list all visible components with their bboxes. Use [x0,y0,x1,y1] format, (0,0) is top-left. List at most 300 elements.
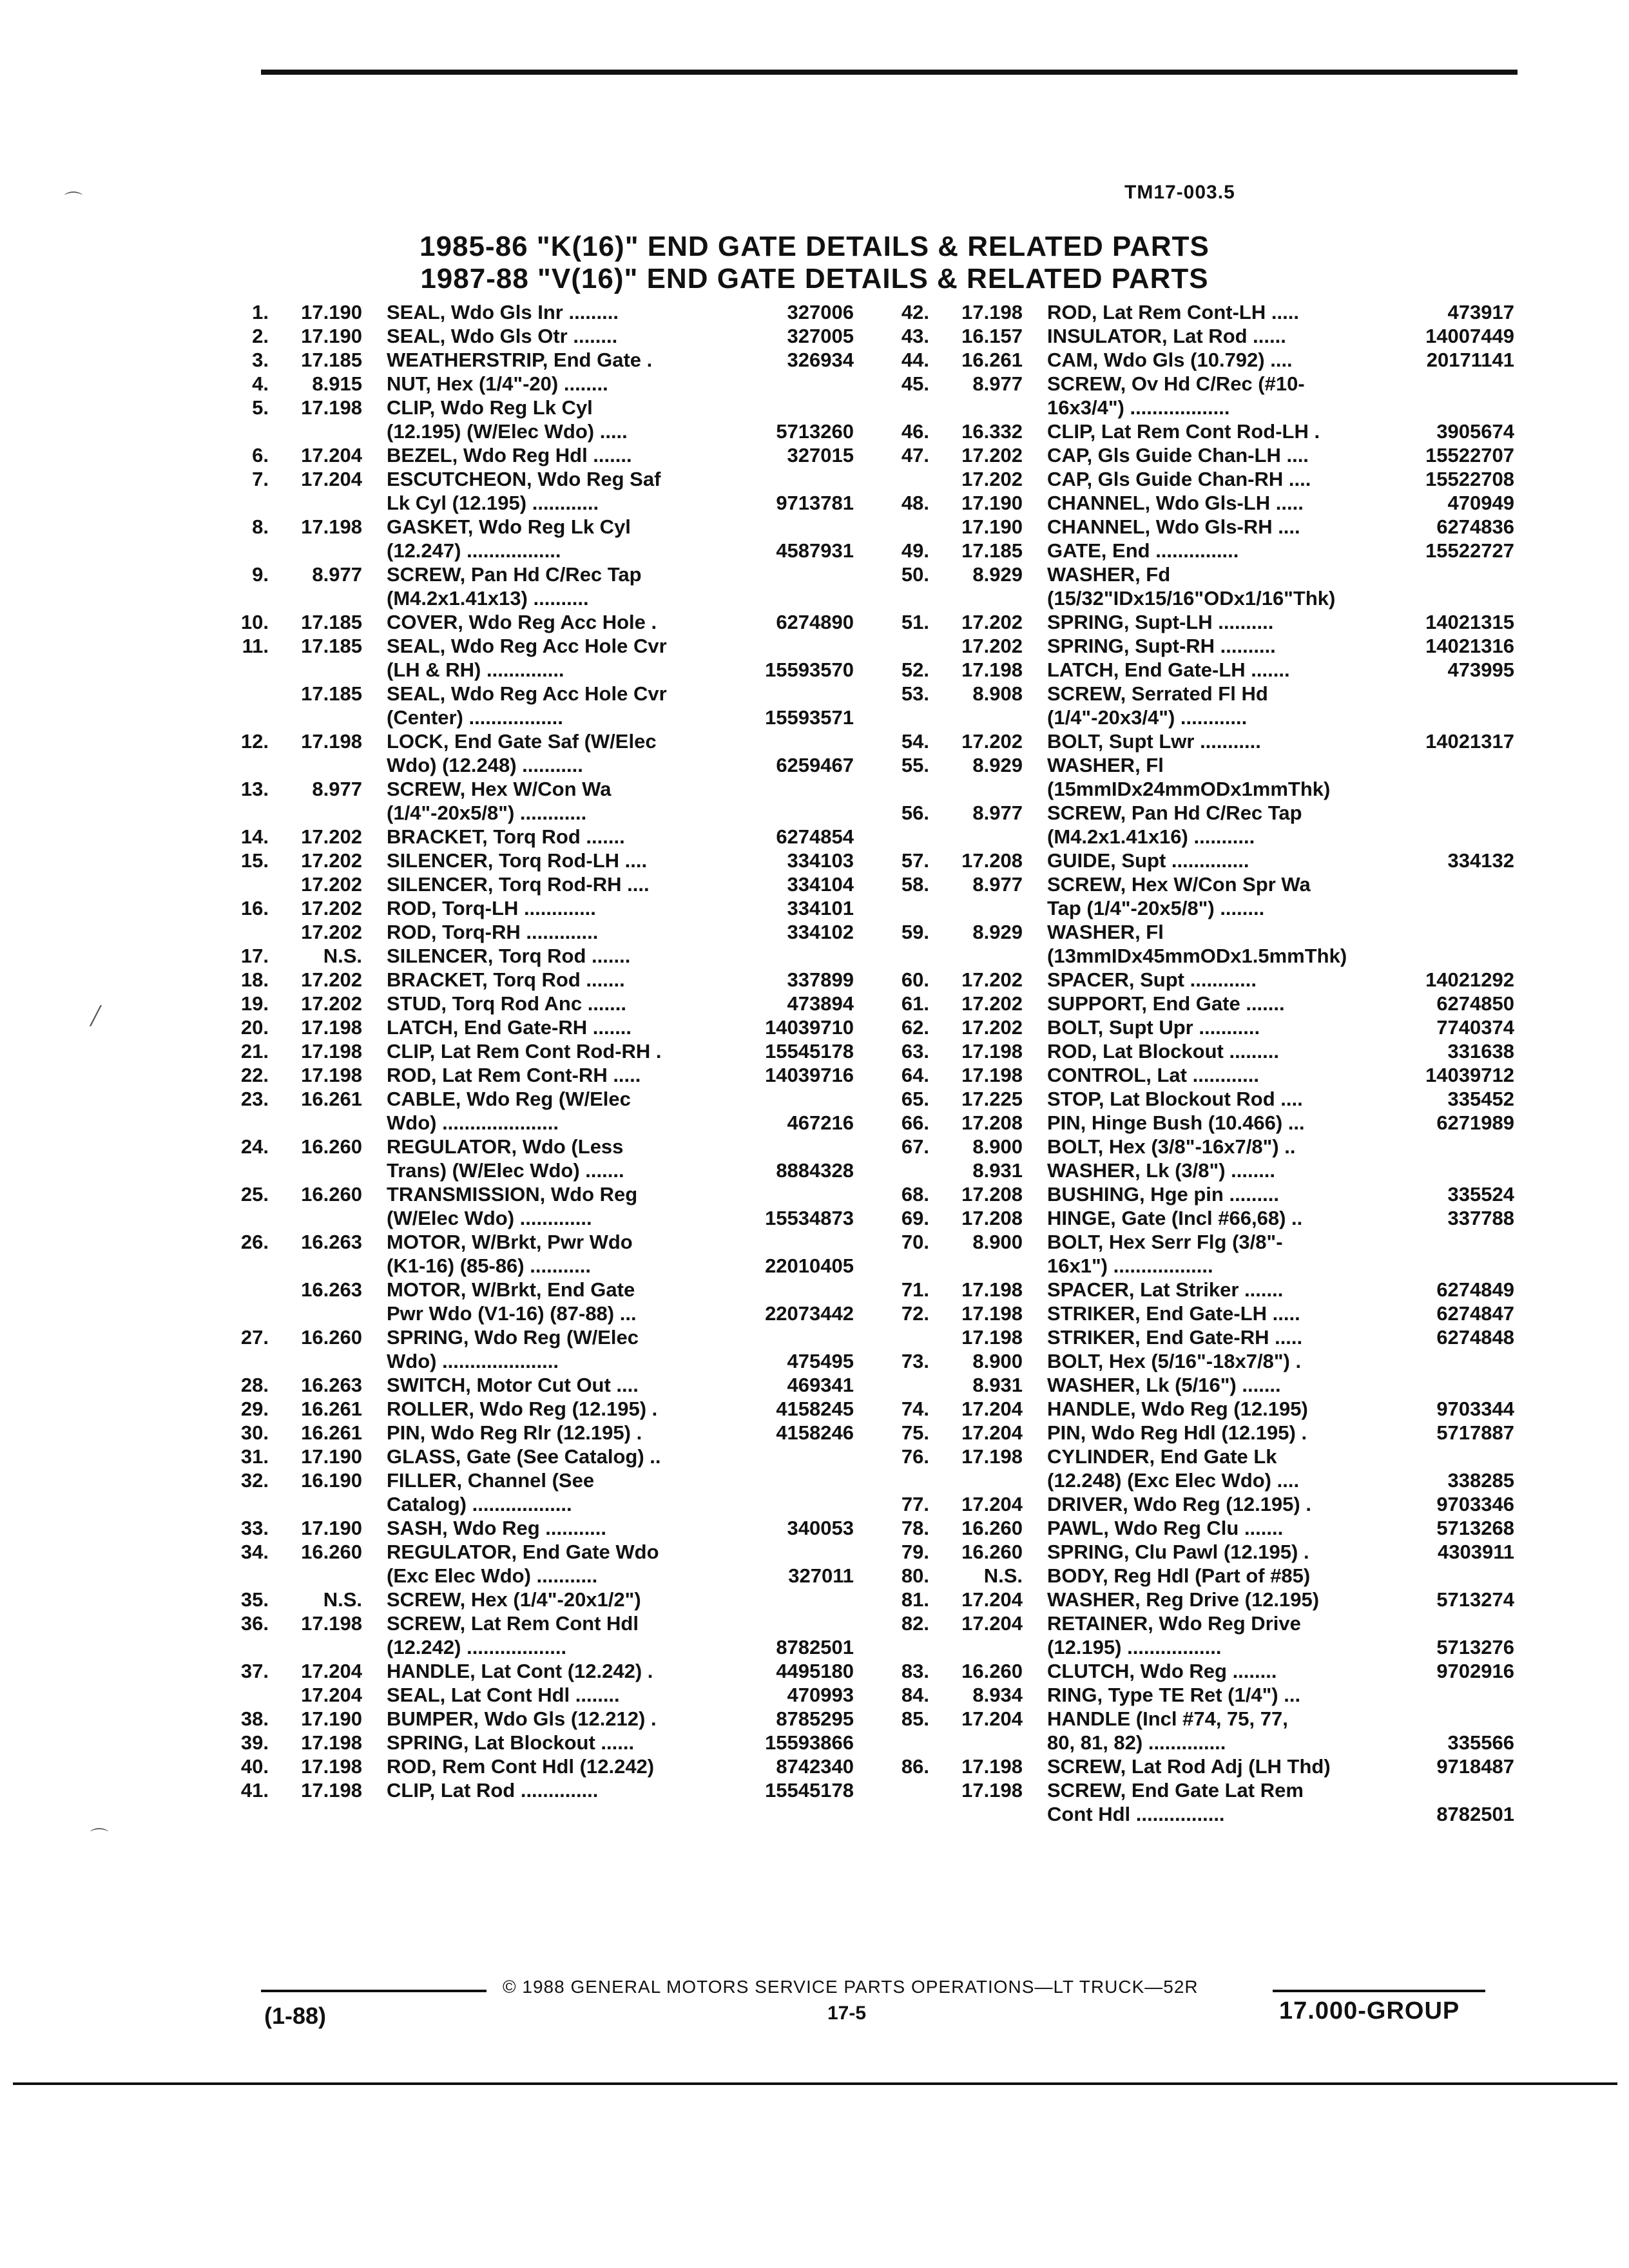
part-number: 475495 [787,1350,854,1372]
part-description: SCREW, Hex W/Con Wa [387,778,612,800]
part-number: 469341 [787,1374,854,1396]
part-row [229,1182,854,1206]
item-number: 40. [240,1755,269,1778]
group-number [269,1206,362,1230]
item-number: 47. [901,444,929,466]
part-row [889,1373,1514,1397]
item-number [229,706,269,729]
item-number: 77. [901,1493,929,1515]
part-row [889,968,1514,992]
item-number: 36. [240,1612,269,1635]
item-number: 51. [901,611,929,633]
item-number: 53. [901,682,929,705]
part-description: (12.248) (Exc Elec Wdo) .... [1047,1469,1300,1492]
group-number: 8.977 [972,873,1023,896]
item-number: 67. [901,1135,929,1158]
part-description: BOLT, Hex (5/16"-18x7/8") . [1047,1350,1302,1372]
part-row [889,610,1514,634]
group-number: 17.185 [301,682,362,705]
item-number [229,682,269,706]
part-description: SEAL, Wdo Gls Inr ......... [387,301,619,323]
part-description: SCREW, Lat Rem Cont Hdl [387,1612,639,1635]
part-description: PIN, Hinge Bush (10.466) ... [1047,1111,1305,1134]
part-row [229,1588,854,1611]
item-number: 27. [240,1326,269,1349]
part-row [889,348,1514,372]
part-number: 327005 [787,325,854,347]
group-number: 17.202 [961,968,1023,991]
item-number [229,1564,269,1588]
group-number [269,1302,362,1325]
part-number: 22010405 [765,1254,854,1277]
item-number [889,1468,929,1492]
item-number: 84. [901,1684,929,1706]
item-number: 63. [901,1040,929,1062]
part-number: 22073442 [765,1302,854,1325]
item-number [889,706,929,729]
part-description: HINGE, Gate (Incl #66,68) .. [1047,1207,1303,1229]
part-number: 338285 [1447,1469,1514,1492]
group-number [269,491,362,515]
part-description: (Center) ................. [387,706,563,729]
item-number: 23. [240,1088,269,1110]
group-number: 16.332 [961,420,1023,443]
item-number: 28. [240,1374,269,1396]
item-number [889,1254,929,1278]
part-row [229,872,854,896]
item-number: 78. [901,1517,929,1539]
part-description: SILENCER, Torq Rod ....... [387,945,631,967]
part-row [229,1158,854,1182]
document-number: TM17-003.5 [1124,182,1235,203]
part-row [889,1325,1514,1349]
item-number [889,396,929,419]
group-number: 8.977 [972,372,1023,395]
group-number: 17.198 [301,1612,362,1635]
part-description: ROD, Lat Blockout ......... [1047,1040,1279,1062]
part-row [229,1683,854,1707]
item-number [889,1635,929,1659]
group-number: 17.204 [301,1684,362,1706]
group-number [929,1731,1023,1754]
part-number: 327011 [788,1564,854,1587]
part-row [889,1135,1514,1158]
item-number: 38. [240,1707,269,1730]
group-number: 17.202 [301,968,362,991]
part-description: REGULATOR, Wdo (Less [387,1135,624,1158]
part-number: 15522708 [1425,468,1514,490]
group-number: 17.185 [301,349,362,371]
group-number: 16.261 [301,1421,362,1444]
part-number: 15593571 [765,706,854,729]
parts-list-left-column [229,300,854,1802]
part-number: 335566 [1447,1731,1514,1754]
part-description: SCREW, Lat Rod Adj (LH Thd) [1047,1755,1331,1778]
group-number: 17.202 [961,468,1023,490]
part-row [889,1206,1514,1230]
part-row [889,682,1514,706]
item-number [889,467,929,491]
group-number: 17.202 [961,635,1023,657]
item-number: 85. [901,1707,929,1730]
part-number: 14039712 [1425,1064,1514,1086]
group-number: 8.908 [972,682,1023,705]
group-number: 17.204 [961,1588,1023,1611]
item-number [229,1302,269,1325]
part-row [889,1754,1514,1778]
part-row [229,1754,854,1778]
item-number [889,1325,929,1349]
part-description: CONTROL, Lat ............ [1047,1064,1259,1086]
part-row [889,1516,1514,1540]
item-number: 44. [901,349,929,371]
group-number: 17.198 [961,301,1023,323]
part-number: 5717887 [1436,1421,1514,1444]
item-number [229,1492,269,1516]
group-number [929,706,1023,729]
part-row [229,348,854,372]
part-description: BRACKET, Torq Rod ....... [387,968,625,991]
group-number: 8.977 [312,778,362,800]
part-number: 15545178 [765,1040,854,1062]
part-number: 6274849 [1436,1278,1514,1301]
part-number: 20171141 [1426,349,1514,371]
part-row [229,1254,854,1278]
part-description: REGULATOR, End Gate Wdo [387,1541,659,1563]
part-row [889,753,1514,777]
part-number: 335452 [1447,1088,1514,1110]
group-number: 16.263 [301,1231,362,1253]
group-number: 16.260 [961,1660,1023,1682]
group-number: 17.185 [301,611,362,633]
part-row [229,1349,854,1373]
group-number: 17.202 [301,897,362,919]
part-row [889,1111,1514,1135]
group-number: 17.198 [961,1040,1023,1062]
item-number: 12. [240,730,269,753]
part-row [229,419,854,443]
group-number: 17.204 [301,1660,362,1682]
part-description: GUIDE, Supt .............. [1047,849,1249,872]
group-number [269,1254,362,1278]
group-number [269,539,362,562]
part-description: MOTOR, W/Brkt, Pwr Wdo [387,1231,633,1253]
part-description: (12.242) .................. [387,1636,567,1658]
item-number [889,1731,929,1754]
item-number [889,896,929,920]
group-number: 17.190 [301,1707,362,1730]
part-description: TRANSMISSION, Wdo Reg [387,1183,638,1206]
part-description: Wdo) ..................... [387,1350,559,1372]
item-number: 7. [252,468,269,490]
part-row [229,729,854,753]
item-number: 69. [901,1207,929,1229]
part-number: 473894 [787,992,854,1015]
part-number: 8884328 [776,1159,854,1182]
part-description: SPACER, Lat Striker ....... [1047,1278,1284,1301]
item-number: 71. [901,1278,929,1301]
part-number: 470993 [787,1684,854,1706]
part-description: (13mmIDx45mmODx1.5mmThk) [1047,945,1347,967]
part-row [889,1468,1514,1492]
part-row [229,920,854,944]
part-row [229,1516,854,1540]
part-row [229,324,854,348]
part-row [889,1158,1514,1182]
part-description: ROD, Torq-RH ............. [387,921,599,943]
group-number: 17.202 [961,730,1023,753]
group-number [929,396,1023,419]
part-description: Trans) (W/Elec Wdo) ....... [387,1159,624,1182]
part-row [229,1731,854,1754]
part-description: (K1-16) (85-86) ........... [387,1254,591,1277]
page-title-line-2: 1987-88 "V(16)" END GATE DETAILS & RELATED PARTS [420,263,1209,294]
group-number [269,1111,362,1135]
part-row [889,1492,1514,1516]
group-number: 17.190 [301,325,362,347]
item-number [889,1778,929,1802]
item-number [229,539,269,562]
part-row [889,706,1514,729]
item-number: 61. [901,992,929,1015]
item-number: 72. [901,1302,929,1325]
parts-list-right-column [889,300,1514,1826]
part-row [229,801,854,825]
group-number: 8.915 [312,372,362,395]
part-number: 5713274 [1436,1588,1514,1611]
part-row [229,1302,854,1325]
item-number: 26. [240,1231,269,1253]
group-number: 16.263 [301,1278,362,1301]
group-number: 17.198 [961,1445,1023,1468]
part-row [229,1468,854,1492]
part-description: SPRING, Clu Pawl (12.195) . [1047,1541,1309,1563]
group-number: 17.208 [961,1183,1023,1206]
part-description: DRIVER, Wdo Reg (12.195) . [1047,1493,1311,1515]
part-description: GLASS, Gate (See Catalog) .. [387,1445,661,1468]
part-description: SPRING, Lat Blockout ...... [387,1731,635,1754]
item-number: 41. [240,1779,269,1802]
item-number: 76. [901,1445,929,1468]
group-number: 8.900 [972,1231,1023,1253]
part-row [229,1611,854,1635]
part-row [229,1087,854,1111]
part-row [889,1683,1514,1707]
item-number [889,944,929,968]
part-description: ROD, Rem Cont Hdl (12.242) [387,1755,655,1778]
group-number: 17.202 [301,849,362,872]
part-description: LATCH, End Gate-RH ....... [387,1016,632,1039]
part-description: Pwr Wdo (V1-16) (87-88) ... [387,1302,637,1325]
group-number [929,1635,1023,1659]
item-number: 56. [901,802,929,824]
item-number: 45. [901,372,929,395]
item-number: 33. [240,1517,269,1539]
part-description: GASKET, Wdo Reg Lk Cyl [387,515,631,538]
group-number: 17.198 [301,730,362,753]
part-row [889,586,1514,610]
part-description: SPRING, Wdo Reg (W/Elec [387,1326,639,1349]
group-number: 17.198 [301,1040,362,1062]
item-number [229,872,269,896]
part-number: 9703346 [1436,1493,1514,1515]
part-description: WASHER, Fl [1047,754,1164,776]
group-number: 17.190 [301,1445,362,1468]
part-row [229,372,854,396]
item-number: 54. [901,730,929,753]
item-number: 52. [901,658,929,681]
part-number: 340053 [787,1517,854,1539]
part-description: LOCK, End Gate Saf (W/Elec [387,730,657,753]
item-number: 83. [901,1660,929,1682]
part-row [889,1087,1514,1111]
part-number: 14021316 [1425,635,1514,657]
part-row [229,1421,854,1445]
group-number: 17.202 [961,1016,1023,1039]
item-number [889,634,929,658]
item-number [229,1158,269,1182]
part-number: 5713276 [1436,1636,1514,1658]
part-row [889,1588,1514,1611]
item-number [889,1802,929,1826]
group-number: 16.260 [301,1326,362,1349]
part-description: SEAL, Wdo Gls Otr ........ [387,325,618,347]
item-number: 37. [240,1660,269,1682]
part-row [889,1039,1514,1063]
part-row [229,1659,854,1683]
group-number: 8.977 [972,802,1023,824]
part-row [889,1182,1514,1206]
part-description: (12.247) ................. [387,539,561,562]
part-number: 473917 [1447,301,1514,323]
group-label: 17.000-GROUP [1279,1997,1460,2024]
item-number: 4. [252,372,269,395]
group-number [269,658,362,682]
bottom-rule [13,2082,1617,2085]
group-number: 17.198 [961,1755,1023,1778]
part-description: SEAL, Lat Cont Hdl ........ [387,1684,620,1706]
group-number: 17.198 [961,1302,1023,1325]
part-description: HANDLE (Incl #74, 75, 77, [1047,1707,1288,1730]
part-description: SWITCH, Motor Cut Out .... [387,1374,639,1396]
part-row [889,1540,1514,1564]
part-description: (15/32"IDx15/16"ODx1/16"Thk) [1047,587,1336,610]
group-number [269,706,362,729]
part-row [229,1278,854,1302]
part-row [229,1492,854,1516]
part-row [229,1230,854,1254]
part-row [889,1445,1514,1468]
part-description: HANDLE, Lat Cont (12.242) . [387,1660,653,1682]
group-number: 17.225 [961,1088,1023,1110]
part-number: 327006 [787,301,854,323]
item-number: 86. [901,1755,929,1778]
group-number: 16.260 [301,1183,362,1206]
part-description: CLIP, Lat Rod .............. [387,1779,599,1802]
part-row [889,324,1514,348]
part-number: 4158246 [776,1421,854,1444]
item-number: 20. [240,1016,269,1039]
part-number: 334104 [787,873,854,896]
part-row [229,753,854,777]
item-number [229,586,269,610]
item-number [229,1635,269,1659]
item-number [229,491,269,515]
part-description: Cont Hdl ................ [1047,1803,1225,1825]
group-number [269,1349,362,1373]
part-description: CLIP, Lat Rem Cont Rod-RH . [387,1040,662,1062]
part-number: 15593866 [765,1731,854,1754]
item-number: 48. [901,492,929,514]
part-description: (Exc Elec Wdo) ........... [387,1564,598,1587]
group-number: 17.208 [961,1111,1023,1134]
group-number: 17.202 [301,873,362,896]
part-row [229,443,854,467]
item-number: 24. [240,1135,269,1158]
group-number: 8.929 [972,563,1023,586]
group-number: 16.260 [961,1541,1023,1563]
part-description: BODY, Reg Hdl (Part of #85) [1047,1564,1311,1587]
group-number: 17.202 [961,444,1023,466]
item-number [229,920,269,944]
part-number: 331638 [1447,1040,1514,1062]
part-description: (LH & RH) .............. [387,658,564,681]
part-row [889,849,1514,872]
group-number: 17.190 [301,301,362,323]
footer-rule-left [261,1990,487,1992]
part-description: SPACER, Supt ............ [1047,968,1257,991]
part-description: BEZEL, Wdo Reg Hdl ....... [387,444,632,466]
group-number: 8.934 [972,1684,1023,1706]
part-number: 327015 [787,444,854,466]
part-row [229,944,854,968]
part-number: 326934 [787,349,854,371]
part-number: 334102 [787,921,854,943]
item-number: 58. [901,873,929,896]
part-description: (W/Elec Wdo) ............. [387,1207,592,1229]
group-number: 16.190 [301,1469,362,1492]
part-row [889,1230,1514,1254]
item-number: 35. [240,1588,269,1611]
item-number: 2. [252,325,269,347]
group-number: 16.261 [961,349,1023,371]
part-description: PAWL, Wdo Reg Clu ....... [1047,1517,1284,1539]
part-number: 3905674 [1436,420,1514,443]
group-number: 17.190 [961,492,1023,514]
part-row [889,419,1514,443]
item-number: 74. [901,1398,929,1420]
part-description: LATCH, End Gate-LH ....... [1047,658,1290,681]
group-number: 16.260 [961,1517,1023,1539]
group-number: 17.198 [961,1278,1023,1301]
item-number: 43. [901,325,929,347]
group-number: 17.208 [961,1207,1023,1229]
part-number: 15593570 [765,658,854,681]
page-title-line-1: 1985-86 "K(16)" END GATE DETAILS & RELATED PARTS [419,231,1210,262]
part-number: 335524 [1447,1183,1514,1206]
group-number: 17.198 [301,1779,362,1802]
group-number: 17.204 [301,444,362,466]
item-number: 39. [240,1731,269,1754]
group-number: 17.198 [961,658,1023,681]
page-number: 17-5 [827,2003,867,2024]
part-number: 7740374 [1436,1016,1514,1039]
part-row [229,562,854,586]
part-row [889,1278,1514,1302]
part-row [889,920,1514,944]
part-number: 4158245 [776,1398,854,1420]
part-row [889,1349,1514,1373]
